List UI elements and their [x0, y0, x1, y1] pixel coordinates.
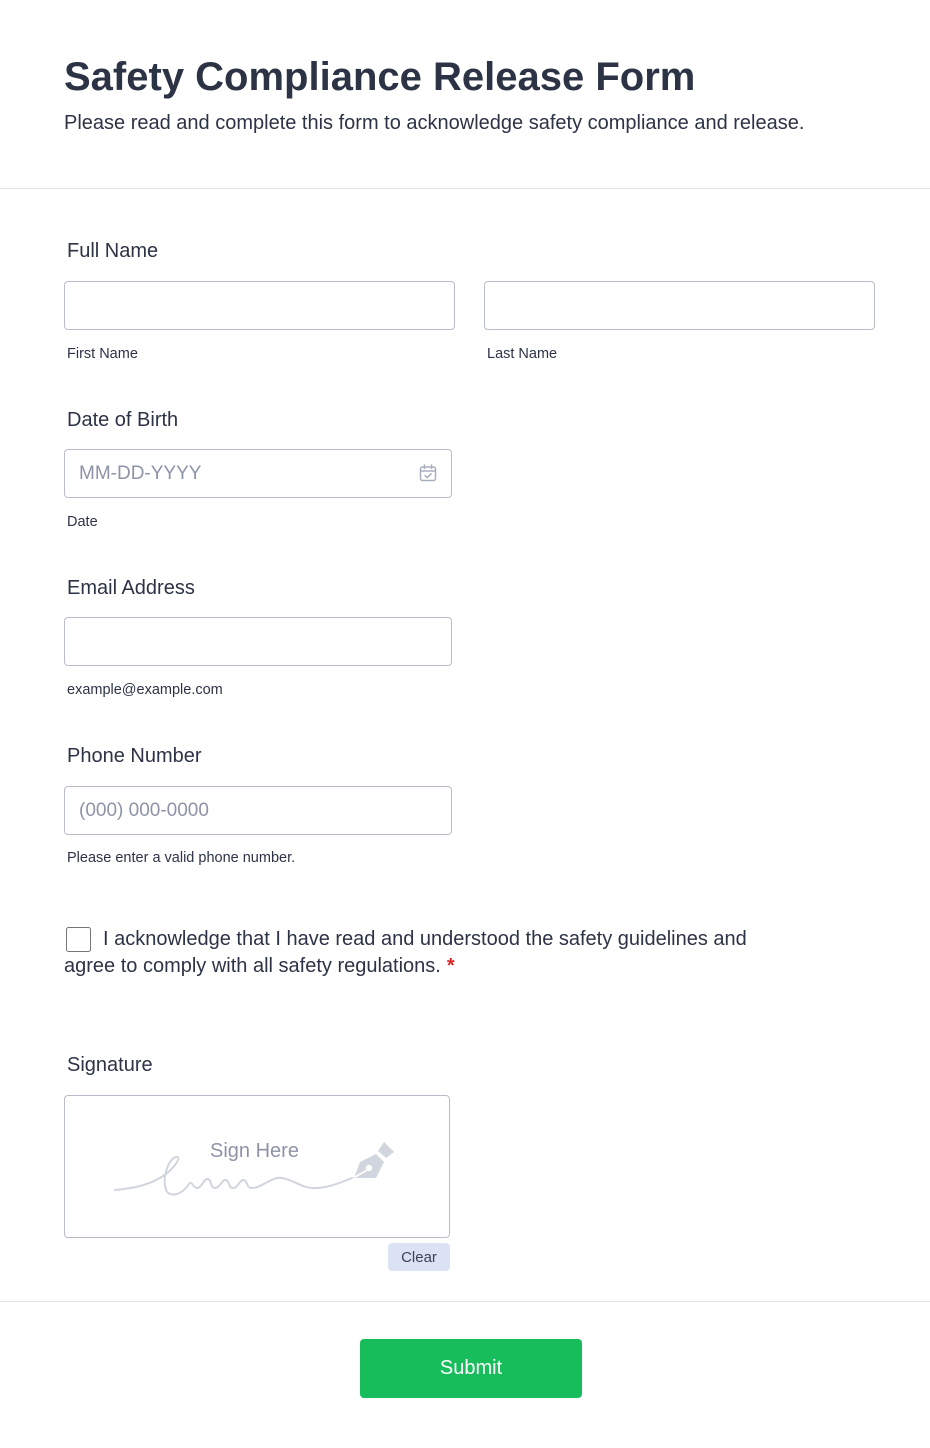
- email-sublabel: example@example.com: [67, 682, 223, 698]
- required-mark: *: [446, 955, 455, 977]
- acknowledgement-checkbox[interactable]: [66, 927, 91, 952]
- phone-label: Phone Number: [67, 745, 202, 767]
- signature-scribble-icon: [112, 1148, 357, 1200]
- clear-signature-button[interactable]: Clear: [388, 1243, 450, 1271]
- page-subtitle: Please read and complete this form to acknowledge safety compliance and release.: [64, 112, 805, 134]
- header-divider: [0, 188, 930, 189]
- email-input[interactable]: [64, 617, 452, 666]
- full-name-label: Full Name: [67, 240, 159, 262]
- pen-nib-icon: [350, 1138, 396, 1182]
- acknowledgement-text[interactable]: I acknowledge that I have read and understood the safety guidelines and agree to comply with all safety regulations.: [64, 928, 747, 977]
- dob-label: Date of Birth: [67, 409, 179, 431]
- last-name-input[interactable]: [484, 281, 875, 330]
- phone-input[interactable]: [64, 786, 452, 835]
- footer-divider: [0, 1301, 930, 1302]
- phone-sublabel: Please enter a valid phone number.: [67, 850, 296, 866]
- signature-label: Signature: [67, 1054, 153, 1076]
- page-title: Safety Compliance Release Form: [64, 55, 696, 99]
- acknowledgement-block: [64, 926, 764, 980]
- first-name-input[interactable]: [64, 281, 455, 330]
- dob-input[interactable]: [64, 449, 452, 498]
- last-name-sublabel: Last Name: [487, 346, 558, 362]
- submit-button[interactable]: Submit: [360, 1339, 582, 1398]
- dob-sublabel: Date: [67, 514, 98, 530]
- signature-placeholder: Sign Here: [210, 1140, 299, 1162]
- first-name-sublabel: First Name: [67, 346, 138, 362]
- calendar-icon[interactable]: [418, 463, 438, 483]
- email-label: Email Address: [67, 577, 195, 599]
